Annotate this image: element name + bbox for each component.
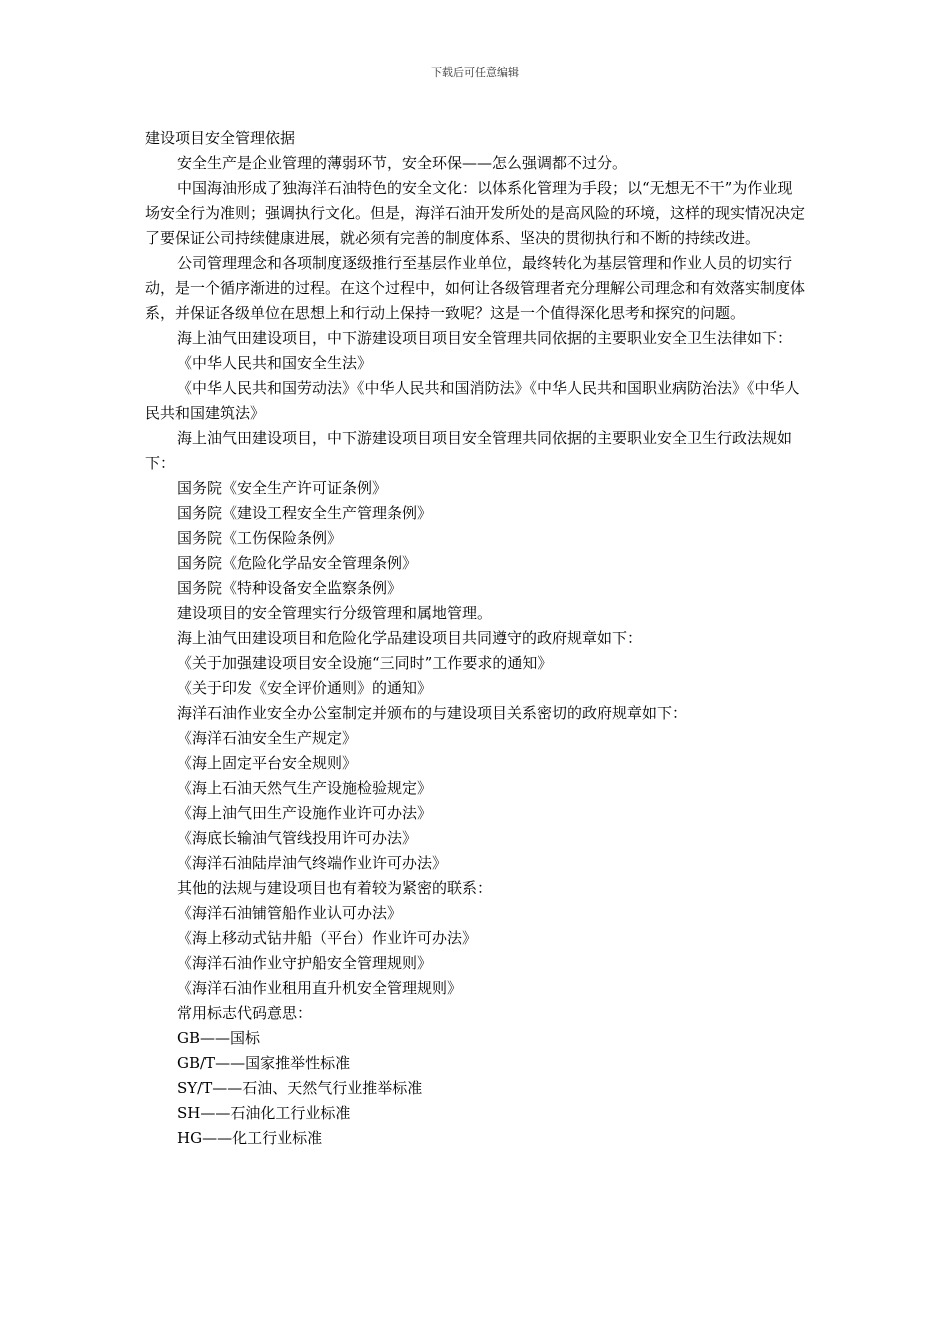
- list-item: 《海上移动式钻井船（平台）作业许可办法》: [177, 929, 478, 947]
- list-item: 《海洋石油安全生产规定》: [177, 729, 358, 747]
- paragraph: 公司管理理念和各项制度逐级推行至基层作业单位，最终转化为基层管理和作业人员的切实行动，是一个循序渐进的过程。在这个过程中，如何让各级管理者充分理解公司理念和有效落实制度体系，并保证各级单位在思想上和行动上保持一致呢？这是一个值得深化思考和探究的问题。: [145, 254, 806, 322]
- list-item: 国务院《特种设备安全监察条例》: [177, 579, 403, 597]
- paragraph: 《中华人民共和国劳动法》《中华人民共和国消防法》《中华人民共和国职业病防治法》《中华人民共和国建筑法》: [145, 379, 800, 422]
- list-item: SH——石油化工行业标准: [177, 1104, 351, 1122]
- list-item: 《海上石油天然气生产设施检验规定》: [177, 779, 433, 797]
- list-item: 《海洋石油陆岸油气终端作业许可办法》: [177, 854, 448, 872]
- list-item: 国务院《建设工程安全生产管理条例》: [177, 504, 433, 522]
- list-item: 《关于加强建设项目安全设施“三同时”工作要求的通知》: [177, 654, 553, 672]
- list-item: 《海底长输油气管线投用许可办法》: [177, 829, 418, 847]
- paragraph: 《中华人民共和国安全生法》: [177, 354, 373, 372]
- list-item: 《海洋石油作业守护船安全管理规则》: [177, 954, 433, 972]
- list-item: 国务院《工伤保险条例》: [177, 529, 343, 547]
- list-item: SY/T——石油、天然气行业推举标准: [177, 1079, 423, 1097]
- list-item: 其他的法规与建设项目也有着较为紧密的联系：: [177, 879, 493, 897]
- list-item: 建设项目的安全管理实行分级管理和属地管理。: [177, 604, 493, 622]
- paragraph: 海上油气田建设项目，中下游建设项目项目安全管理共同依据的主要职业安全卫生法律如下：: [177, 329, 793, 347]
- list-item: 常用标志代码意思：: [177, 1004, 313, 1022]
- list-item: 国务院《危险化学品安全管理条例》: [177, 554, 418, 572]
- paragraph: 海上油气田建设项目，中下游建设项目项目安全管理共同依据的主要职业安全卫生行政法规如下：: [145, 429, 793, 472]
- list-item: GB——国标: [177, 1029, 261, 1047]
- list-item: 《海洋石油作业租用直升机安全管理规则》: [177, 979, 463, 997]
- list-item: 海洋石油作业安全办公室制定并颁布的与建设项目关系密切的政府规章如下：: [177, 704, 688, 722]
- list-item: HG——化工行业标准: [177, 1129, 323, 1147]
- page-header: 下载后可任意编辑: [431, 66, 519, 79]
- document-body: [145, 126, 807, 1151]
- list-item: 《海洋石油铺管船作业认可办法》: [177, 904, 403, 922]
- document-title: 建设项目安全管理依据: [145, 129, 296, 147]
- paragraph: 安全生产是企业管理的薄弱环节，安全环保——怎么强调都不过分。: [177, 154, 628, 172]
- paragraph: 中国海油形成了独海洋石油特色的安全文化：以体系化管理为手段；以“无想无不干”为作业现场安全行为准则；强调执行文化。但是，海洋石油开发所处的是高风险的环境，这样的现实情况决定了要保证公司持续健康进展，就必须有完善的制度体系、坚决的贯彻执行和不断的持续改进。: [145, 179, 806, 247]
- list-item: 《关于印发《安全评价通则》的通知》: [177, 679, 433, 697]
- list-item: 《海上固定平台安全规则》: [177, 754, 358, 772]
- list-item: 海上油气田建设项目和危险化学品建设项目共同遵守的政府规章如下：: [177, 629, 643, 647]
- list-item: 《海上油气田生产设施作业许可办法》: [177, 804, 433, 822]
- list-item: GB/T——国家推举性标准: [177, 1054, 351, 1072]
- list-item: 国务院《安全生产许可证条例》: [177, 479, 388, 497]
